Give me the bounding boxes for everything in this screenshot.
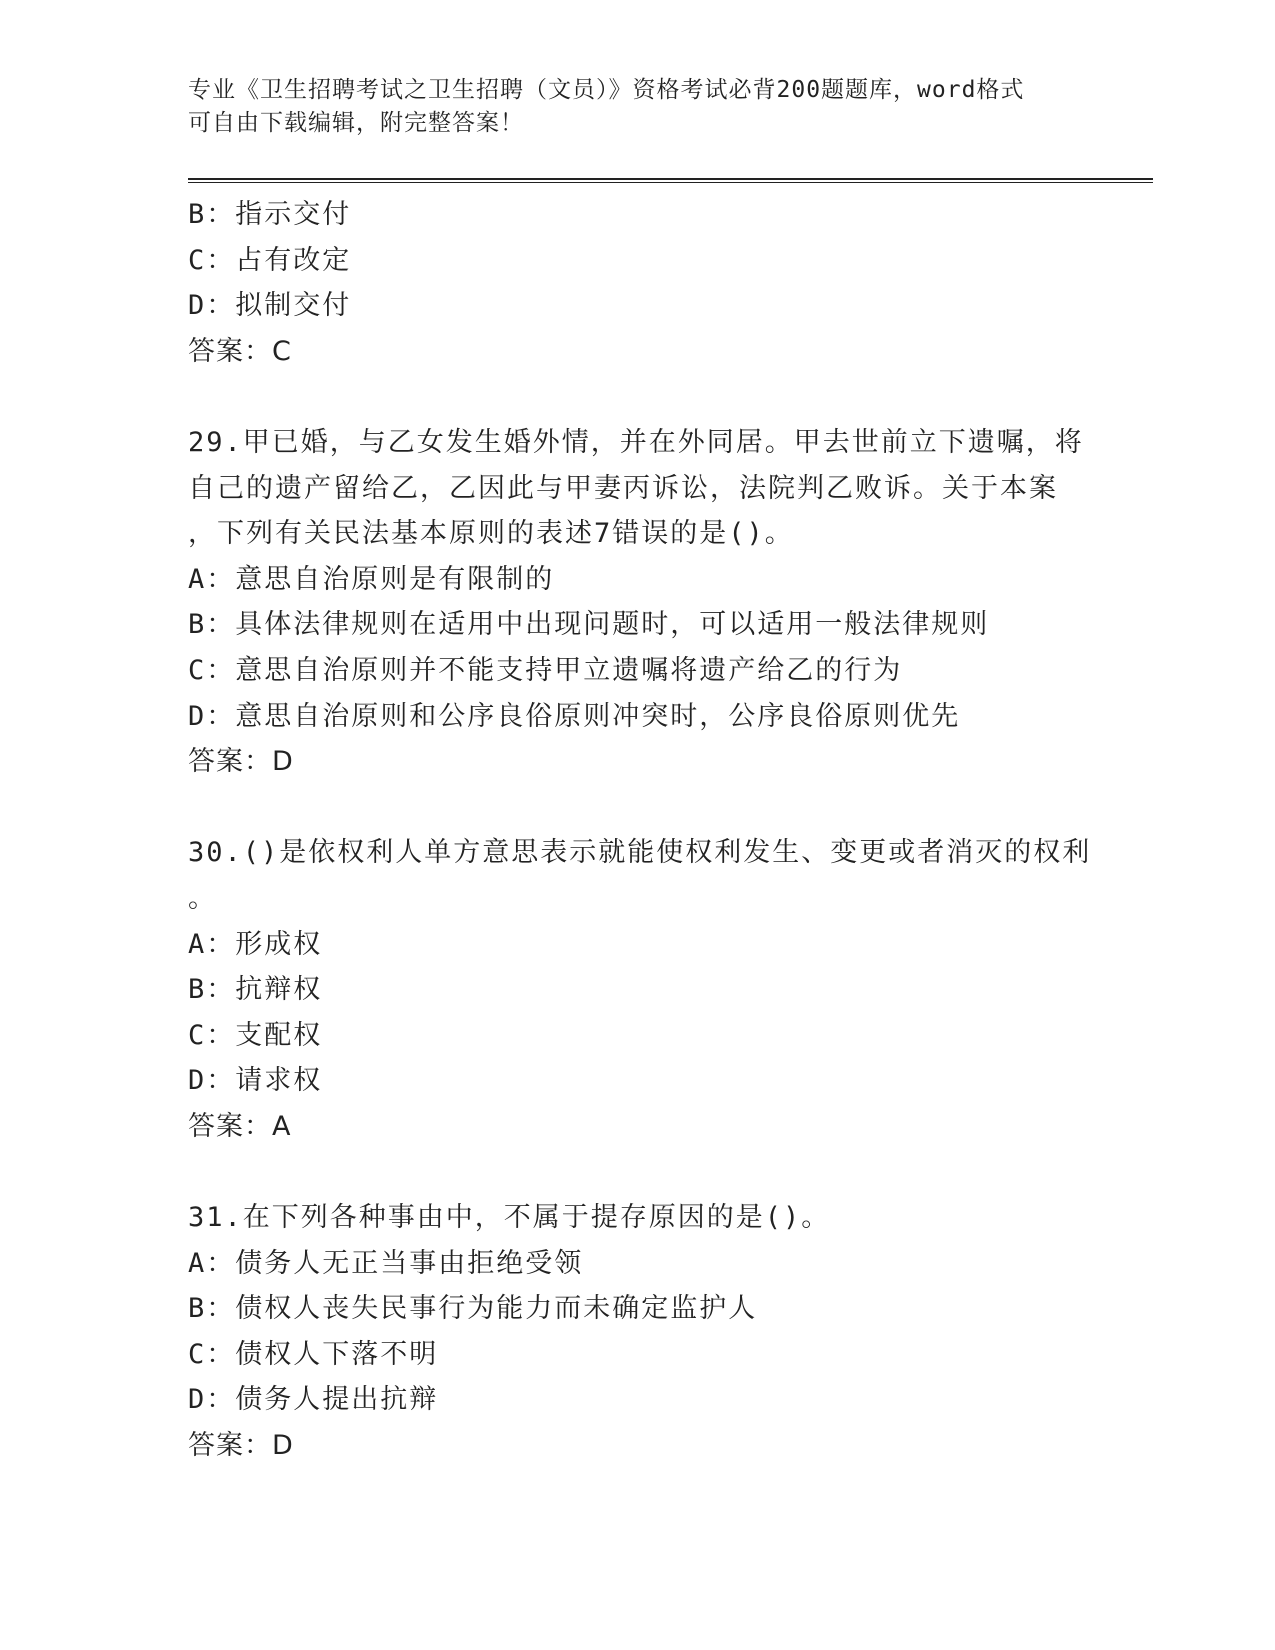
answer-line: 答案：D [188, 746, 294, 778]
question-stem-line: 29.甲已婚，与乙女发生婚外情，并在外同居。甲去世前立下遗嘱，将 [188, 426, 1084, 458]
question-stem-line: 。 [188, 882, 217, 914]
question-28-continued [188, 192, 1088, 374]
option-c: C：支配权 [188, 1019, 323, 1051]
question-30 [188, 830, 1092, 1149]
option-c: C：意思自治原则并不能支持甲立遗嘱将遗产给乙的行为 [188, 654, 903, 686]
header-divider [188, 178, 1153, 183]
option-a: A：意思自治原则是有限制的 [188, 563, 555, 595]
answer-line: 答案：A [188, 1110, 292, 1142]
question-stem-line: 30.()是依权利人单方意思表示就能使权利发生、变更或者消灭的权利 [188, 837, 1092, 869]
header-line-1: 专业《卫生招聘考试之卫生招聘（文员）》资格考试必背200题题库，word格式 [188, 77, 1025, 103]
option-d: D：债务人提出抗辩 [188, 1384, 439, 1416]
option-b: B：具体法律规则在适用中出现问题时，可以适用一般法律规则 [188, 609, 990, 641]
header-line-2: 可自由下载编辑，附完整答案！ [188, 110, 524, 136]
option-a: A：债务人无正当事由拒绝受领 [188, 1247, 584, 1279]
question-stem-line: 31.在下列各种事由中，不属于提存原因的是()。 [188, 1202, 831, 1234]
option-b: B：指示交付 [188, 199, 352, 230]
option-d: D：意思自治原则和公序良俗原则冲突时，公序良俗原则优先 [188, 700, 961, 732]
option-a: A：形成权 [188, 928, 323, 960]
option-d: D：请求权 [188, 1065, 323, 1097]
option-d: D：拟制交付 [188, 290, 352, 322]
option-c: C：债权人下落不明 [188, 1338, 439, 1370]
question-stem-line: ，下列有关民法基本原则的表述7错误的是()。 [188, 518, 794, 550]
answer-line: 答案：C [188, 335, 292, 367]
question-29 [188, 420, 1088, 785]
question-stem-line: 自己的遗产留给乙，乙因此与甲妻丙诉讼，法院判乙败诉。关于本案 [188, 472, 1058, 504]
option-c: C：占有改定 [188, 244, 352, 276]
option-b: B：债权人丧失民事行为能力而未确定监护人 [188, 1293, 758, 1325]
option-b: B：抗辩权 [188, 974, 323, 1006]
question-31 [188, 1195, 1088, 1469]
page-header [188, 74, 1088, 140]
question-list [188, 192, 1092, 1469]
answer-line: 答案：D [188, 1430, 294, 1462]
